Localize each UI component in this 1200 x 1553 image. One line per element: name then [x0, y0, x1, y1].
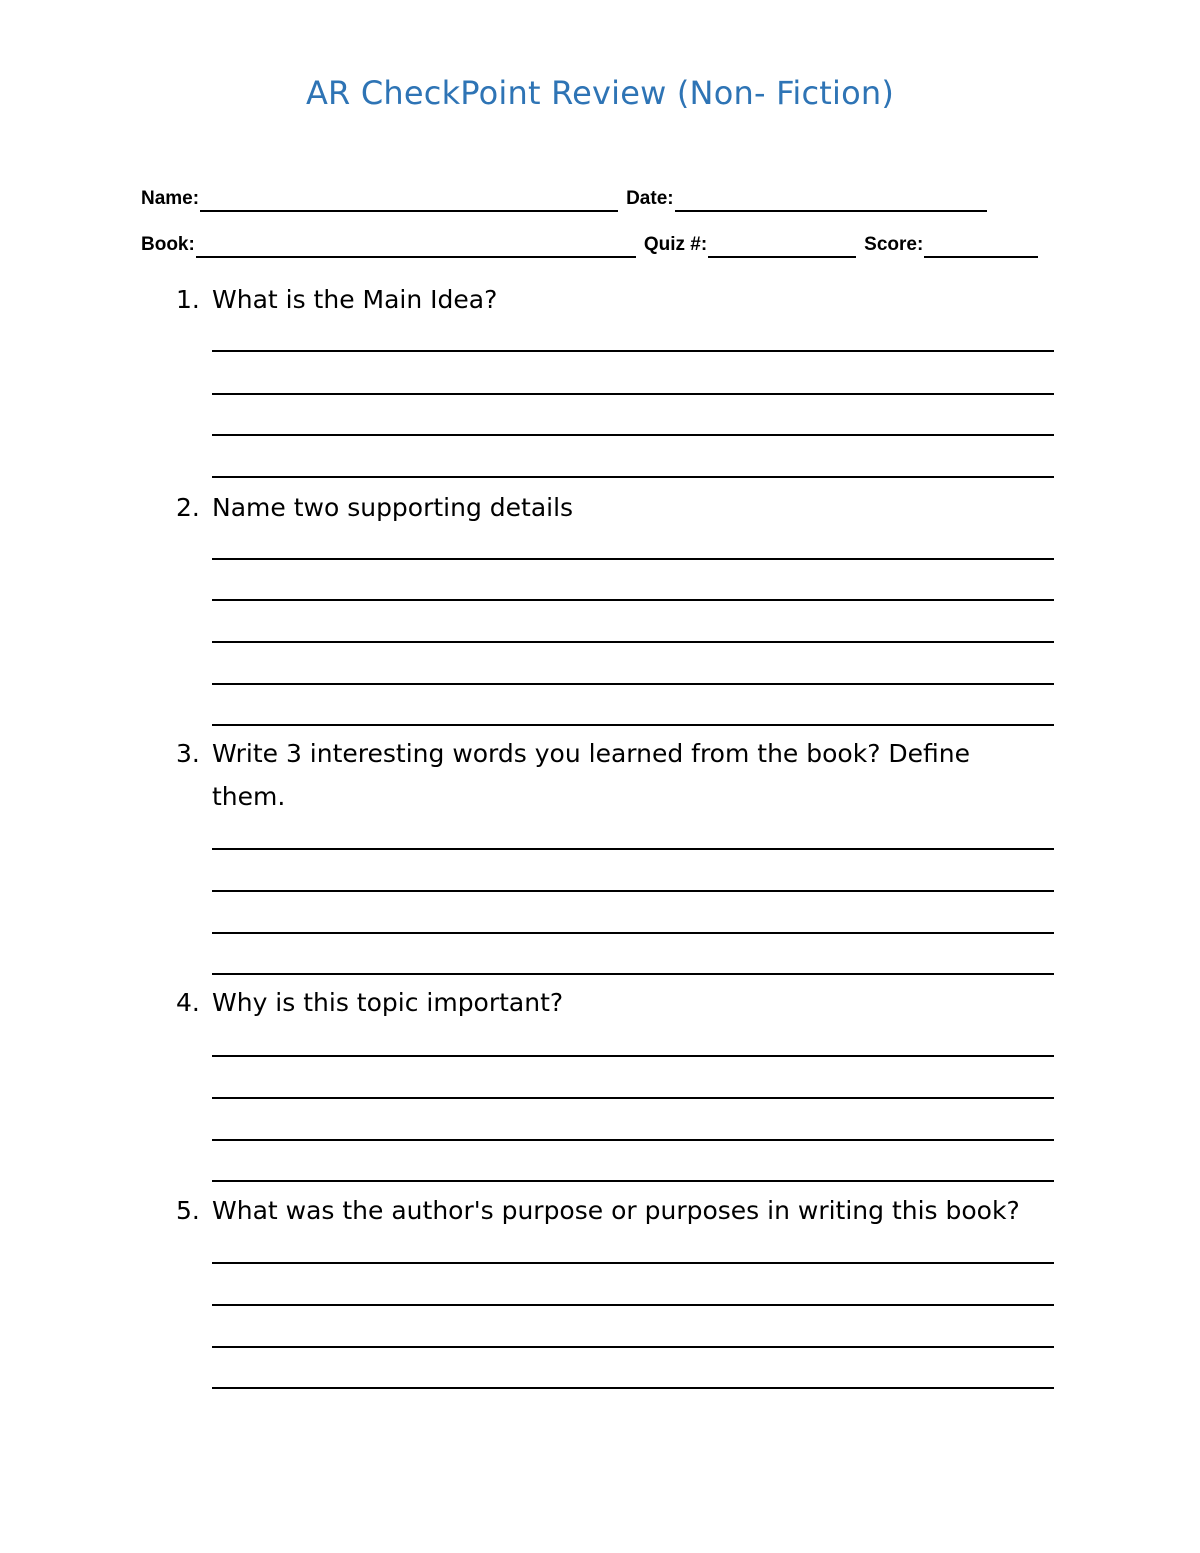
- name-blank[interactable]: [200, 190, 618, 212]
- quiz-blank[interactable]: [708, 236, 856, 258]
- answer-line[interactable]: [212, 890, 1054, 892]
- answer-line[interactable]: [212, 848, 1054, 850]
- answer-line[interactable]: [212, 434, 1054, 436]
- book-label: Book:: [141, 234, 195, 255]
- score-field[interactable]: [864, 234, 1038, 258]
- question-2: [176, 486, 1056, 529]
- answer-line[interactable]: [212, 1262, 1054, 1264]
- answer-line[interactable]: [212, 1180, 1054, 1182]
- answer-line[interactable]: [212, 641, 1054, 643]
- answer-line[interactable]: [212, 599, 1054, 601]
- question-text: Why is this topic important?: [212, 988, 564, 1017]
- answer-line[interactable]: [212, 932, 1054, 934]
- book-quiz-score-row: [141, 228, 1038, 258]
- name-field[interactable]: [141, 188, 618, 212]
- answer-line[interactable]: [212, 683, 1054, 685]
- answer-line[interactable]: [212, 558, 1054, 560]
- answer-line[interactable]: [212, 350, 1054, 352]
- name-date-row: [141, 182, 987, 212]
- answer-line[interactable]: [212, 973, 1054, 975]
- book-field[interactable]: [141, 234, 636, 258]
- question-text: What is the Main Idea?: [212, 285, 498, 314]
- question-number: 1.: [176, 285, 200, 314]
- answer-line[interactable]: [212, 1346, 1054, 1348]
- question-number: 4.: [176, 988, 200, 1017]
- score-label: Score:: [864, 234, 924, 255]
- date-field[interactable]: [626, 188, 987, 212]
- question-text: Name two supporting details: [212, 493, 574, 522]
- question-number: 3.: [176, 739, 200, 768]
- question-number: 5.: [176, 1196, 200, 1225]
- answer-line[interactable]: [212, 1139, 1054, 1141]
- quiz-field[interactable]: [644, 234, 856, 258]
- date-label: Date:: [626, 188, 674, 209]
- question-3: [176, 732, 1056, 818]
- book-blank[interactable]: [196, 236, 636, 258]
- question-4: [176, 981, 1056, 1024]
- answer-line[interactable]: [212, 393, 1054, 395]
- answer-line[interactable]: [212, 1055, 1054, 1057]
- question-text: What was the author's purpose or purposes in writing this book?: [212, 1196, 1020, 1225]
- answer-line[interactable]: [212, 1097, 1054, 1099]
- question-5: [176, 1189, 1056, 1232]
- answer-line[interactable]: [212, 1387, 1054, 1389]
- name-label: Name:: [141, 188, 200, 209]
- answer-line[interactable]: [212, 476, 1054, 478]
- date-blank[interactable]: [675, 190, 987, 212]
- question-text: Write 3 interesting words you learned from the book? Define them.: [212, 739, 971, 811]
- page-title: AR CheckPoint Review (Non- Fiction): [305, 74, 895, 112]
- answer-line[interactable]: [212, 1304, 1054, 1306]
- question-1: [176, 278, 1056, 321]
- quiz-label: Quiz #:: [643, 234, 708, 255]
- score-blank[interactable]: [924, 236, 1038, 258]
- question-number: 2.: [176, 493, 200, 522]
- answer-line[interactable]: [212, 724, 1054, 726]
